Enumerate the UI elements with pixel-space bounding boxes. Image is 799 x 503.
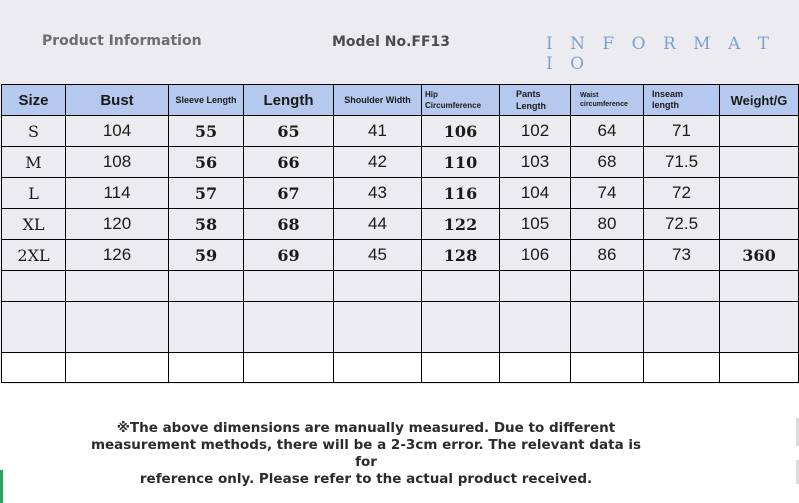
empty-cell <box>720 353 799 383</box>
size-chart-table <box>1 84 799 383</box>
cell-bust: 126 <box>66 240 169 271</box>
cell-shoulder: 44 <box>334 209 422 240</box>
table-header-row <box>2 85 799 116</box>
inseam-line1: Inseam <box>652 89 684 99</box>
empty-cell <box>66 302 169 353</box>
empty-cell <box>2 302 66 353</box>
cell-size: 2XL <box>2 240 66 271</box>
empty-cell <box>571 353 644 383</box>
cell-bust: 114 <box>66 178 169 209</box>
cell-sleeve: 55 <box>169 116 244 147</box>
cell-sleeve: 56 <box>169 147 244 178</box>
empty-cell <box>334 353 422 383</box>
cell-hip: 128 <box>422 240 500 271</box>
empty-cell <box>720 271 799 302</box>
empty-cell <box>571 271 644 302</box>
empty-cell <box>644 302 720 353</box>
col-header-bust: Bust <box>66 85 169 116</box>
table-row <box>2 178 799 209</box>
empty-cell <box>2 353 66 383</box>
col-header-pants-length <box>500 85 571 116</box>
cell-hip: 106 <box>422 116 500 147</box>
empty-cell <box>500 271 571 302</box>
empty-cell <box>66 271 169 302</box>
cell-sleeve: 59 <box>169 240 244 271</box>
cell-waist: 86 <box>571 240 644 271</box>
information-banner: I N F O R M A T I O <box>546 34 775 74</box>
empty-cell <box>244 271 334 302</box>
empty-cell <box>2 271 66 302</box>
table-row <box>2 240 799 271</box>
col-header-hip-circumference <box>422 85 500 116</box>
empty-row <box>2 353 799 383</box>
cell-pants: 106 <box>500 240 571 271</box>
cell-weight: 360 <box>720 240 799 271</box>
measurement-disclaimer <box>80 420 652 488</box>
cell-length: 67 <box>244 178 334 209</box>
product-info-heading: Product Information <box>42 33 202 49</box>
cell-waist: 68 <box>571 147 644 178</box>
cell-waist: 64 <box>571 116 644 147</box>
empty-row <box>2 271 799 302</box>
cell-hip: 110 <box>422 147 500 178</box>
col-header-waist-circumference <box>571 85 644 116</box>
cell-bust: 108 <box>66 147 169 178</box>
empty-cell <box>244 353 334 383</box>
cell-shoulder: 43 <box>334 178 422 209</box>
table-row <box>2 116 799 147</box>
col-header-inseam-length <box>644 85 720 116</box>
cell-size: XL <box>2 209 66 240</box>
cell-length: 65 <box>244 116 334 147</box>
cell-sleeve: 58 <box>169 209 244 240</box>
pants-line1: Pants <box>516 89 541 99</box>
pants-line2: Length <box>516 101 546 111</box>
cell-bust: 120 <box>66 209 169 240</box>
cell-pants: 104 <box>500 178 571 209</box>
cell-inseam: 71.5 <box>644 147 720 178</box>
col-header-size: Size <box>2 85 66 116</box>
cell-hip: 116 <box>422 178 500 209</box>
cell-shoulder: 42 <box>334 147 422 178</box>
empty-cell <box>169 353 244 383</box>
empty-cell <box>644 271 720 302</box>
empty-cell <box>169 271 244 302</box>
cell-weight <box>720 147 799 178</box>
cell-inseam: 72 <box>644 178 720 209</box>
table-row <box>2 147 799 178</box>
col-header-weight: Weight/G <box>720 85 799 116</box>
table-row <box>2 209 799 240</box>
col-header-length: Length <box>244 85 334 116</box>
hip-line1: Hip <box>425 90 438 99</box>
col-header-shoulder-width: Shoulder Width <box>334 85 422 116</box>
empty-cell <box>244 302 334 353</box>
inseam-line2: length <box>652 100 679 110</box>
cell-shoulder: 41 <box>334 116 422 147</box>
empty-cell <box>422 353 500 383</box>
cell-sleeve: 57 <box>169 178 244 209</box>
cell-size: S <box>2 116 66 147</box>
empty-cell <box>720 302 799 353</box>
empty-cell <box>644 353 720 383</box>
cell-pants: 105 <box>500 209 571 240</box>
cell-waist: 80 <box>571 209 644 240</box>
cell-weight <box>720 116 799 147</box>
cell-pants: 102 <box>500 116 571 147</box>
disclaimer-line-2: measurement methods, there will be a 2-3cm error. The relevant data is for <box>90 437 642 470</box>
cell-waist: 74 <box>571 178 644 209</box>
cell-inseam: 71 <box>644 116 720 147</box>
cell-weight <box>720 209 799 240</box>
empty-cell <box>500 302 571 353</box>
cell-bust: 104 <box>66 116 169 147</box>
empty-cell <box>422 302 500 353</box>
green-edge-bar <box>0 470 3 503</box>
cell-inseam: 72.5 <box>644 209 720 240</box>
cell-weight <box>720 178 799 209</box>
cell-length: 69 <box>244 240 334 271</box>
disclaimer-line-3: reference only. Please refer to the actual product received. <box>139 471 593 487</box>
empty-cell <box>571 302 644 353</box>
empty-cell <box>500 353 571 383</box>
empty-cell <box>334 302 422 353</box>
disclaimer-line-1: ※The above dimensions are manually measured. Due to different <box>116 420 616 436</box>
empty-row <box>2 302 799 353</box>
empty-cell <box>422 271 500 302</box>
model-number: Model No.FF13 <box>332 34 451 50</box>
cell-pants: 103 <box>500 147 571 178</box>
empty-cell <box>66 353 169 383</box>
cell-size: M <box>2 147 66 178</box>
cell-inseam: 73 <box>644 240 720 271</box>
cell-length: 66 <box>244 147 334 178</box>
col-header-sleeve-length: Sleeve Length <box>169 85 244 116</box>
hip-line2: Circumference <box>425 101 482 110</box>
cell-hip: 122 <box>422 209 500 240</box>
cell-size: L <box>2 178 66 209</box>
waist-line1: Waist <box>580 92 599 99</box>
cell-length: 68 <box>244 209 334 240</box>
empty-cell <box>169 302 244 353</box>
waist-line2: circumference <box>580 101 628 108</box>
empty-cell <box>334 271 422 302</box>
cell-shoulder: 45 <box>334 240 422 271</box>
